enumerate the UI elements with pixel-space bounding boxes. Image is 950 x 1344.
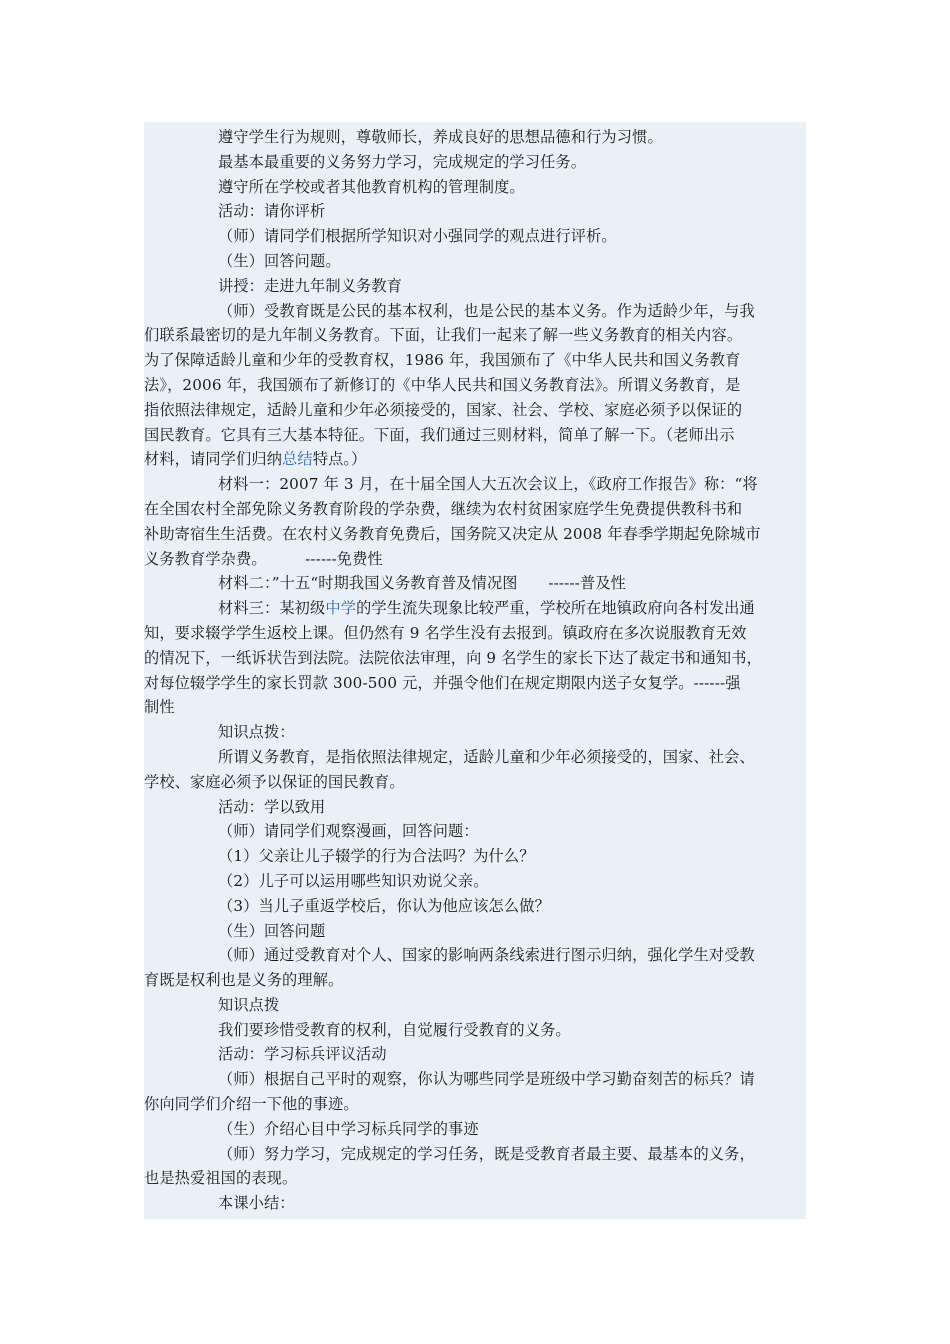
text-line: 所谓义务教育，是指依照法律规定，适龄儿童和少年必须接受的，国家、社会、 bbox=[218, 747, 755, 766]
activity-heading: 活动：请你评析 bbox=[218, 202, 326, 221]
summary-link[interactable]: 总结 bbox=[282, 450, 313, 469]
text-line: 也是热爱祖国的表现。 bbox=[144, 1169, 298, 1188]
text-line: 在全国农村全部免除义务教育阶段的学杂费，继续为农村贫困家庭学生免费提供教科书和 bbox=[144, 499, 743, 518]
text-line: （师）通过受教育对个人、国家的影响两条线索进行图示归纳，强化学生对受教 bbox=[218, 946, 755, 965]
text-line: 指依照法律规定，适龄儿童和少年必须接受的，国家、社会、学校、家庭必须予以保证的 bbox=[144, 400, 743, 419]
activity-heading: 活动：学习标兵评议活动 bbox=[218, 1045, 387, 1064]
text-line: （师）请同学们根据所学知识对小强同学的观点进行评析。 bbox=[218, 227, 617, 246]
text-line: 法》，2006 年，我国颁布了新修订的《中华人民共和国义务教育法》。所谓义务教育，是 bbox=[144, 375, 741, 394]
text-segment: 特点。） bbox=[312, 450, 367, 469]
text-line: （师）根据自己平时的观察，你认为哪些同学是班级中学习勤奋刻苦的标兵？请 bbox=[218, 1070, 755, 1089]
text-segment: 的学生流失现象比较严重，学校所在地镇政府向各村发出通 bbox=[356, 599, 755, 618]
text-segment: 材料三：某初级 bbox=[218, 599, 326, 618]
text-line: 育既是权利也是义务的理解。 bbox=[144, 971, 344, 990]
text-line: 们联系最密切的是九年制义务教育。下面，让我们一起来了解一些义务教育的相关内容。 bbox=[144, 326, 743, 345]
text-segment: 材料，请同学们归纳 bbox=[144, 450, 283, 469]
text-line: 国民教育。它具有三大基本特征。下面，我们通过三则材料，简单了解一下。（老师出示 bbox=[144, 425, 735, 444]
text-line bbox=[144, 447, 806, 472]
text-line: 知，要求辍学学生返校上课。但仍然有 9 名学生没有去报到。镇政府在多次说服教育无效 bbox=[144, 623, 747, 642]
text-line: 制性 bbox=[144, 698, 175, 717]
question-item: （2）儿子可以运用哪些知识劝说父亲。 bbox=[218, 871, 489, 890]
text-line: （生）回答问题。 bbox=[218, 251, 341, 270]
question-item: （3）当儿子重返学校后，你认为他应该怎么做？ bbox=[218, 896, 550, 915]
text-line: 我们要珍惜受教育的权利，自觉履行受教育的义务。 bbox=[218, 1020, 571, 1039]
document-body bbox=[144, 122, 806, 1219]
text-line: 的情况下，一纸诉状告到法院。法院依法审理，向 9 名学生的家长下达了裁定书和通知书， bbox=[144, 648, 762, 667]
text-line: （生）介绍心目中学习标兵同学的事迹 bbox=[218, 1119, 479, 1138]
text-line: 学校、家庭必须予以保证的国民教育。 bbox=[144, 772, 405, 791]
activity-heading: 活动：学以致用 bbox=[218, 797, 326, 816]
text-line: 材料二：”十五“时期我国义务教育普及情况图 ------普及性 bbox=[218, 574, 627, 593]
middle-school-link[interactable]: 中学 bbox=[325, 599, 357, 618]
text-line: 遵守所在学校或者其他教育机构的管理制度。 bbox=[218, 177, 525, 196]
lecture-heading: 讲授：走进九年制义务教育 bbox=[218, 276, 403, 295]
text-line: （师）努力学习，完成规定的学习任务，既是受教育者最主要、最基本的义务， bbox=[218, 1144, 755, 1163]
knowledge-heading: 知识点拨： bbox=[218, 723, 295, 742]
text-line: （师）受教育既是公民的基本权利，也是公民的基本义务。作为适龄少年，与我 bbox=[218, 301, 755, 320]
text-line: 义务教育学杂费。 ------免费性 bbox=[144, 549, 383, 568]
text-line: （师）请同学们观察漫画，回答问题： bbox=[218, 822, 479, 841]
text-line: 你向同学们介绍一下他的事迹。 bbox=[144, 1095, 359, 1114]
text-line: 对每位辍学学生的家长罚款 300-500 元，并强令他们在规定期限内送子女复学。------强 bbox=[144, 673, 741, 692]
text-line bbox=[144, 596, 806, 621]
text-line: （生）回答问题 bbox=[218, 921, 326, 940]
summary-heading: 本课小结： bbox=[218, 1194, 295, 1213]
text-line: 为了保障适龄儿童和少年的受教育权，1986 年，我国颁布了《中华人民共和国义务教育 bbox=[144, 351, 741, 370]
text-line: 材料一：2007 年 3 月，在十届全国人大五次会议上，《政府工作报告》称：“将 bbox=[218, 475, 758, 494]
question-item: （1）父亲让儿子辍学的行为合法吗？为什么？ bbox=[218, 847, 535, 866]
text-line: 最基本最重要的义务努力学习，完成规定的学习任务。 bbox=[218, 152, 587, 171]
text-line: 遵守学生行为规则，尊敬师长，养成良好的思想品德和行为习惯。 bbox=[218, 128, 663, 146]
knowledge-heading: 知识点拨 bbox=[218, 995, 280, 1014]
text-line: 补助寄宿生生活费。在农村义务教育免费后，国务院又决定从 2008 年春季学期起免除城市 bbox=[144, 524, 761, 543]
